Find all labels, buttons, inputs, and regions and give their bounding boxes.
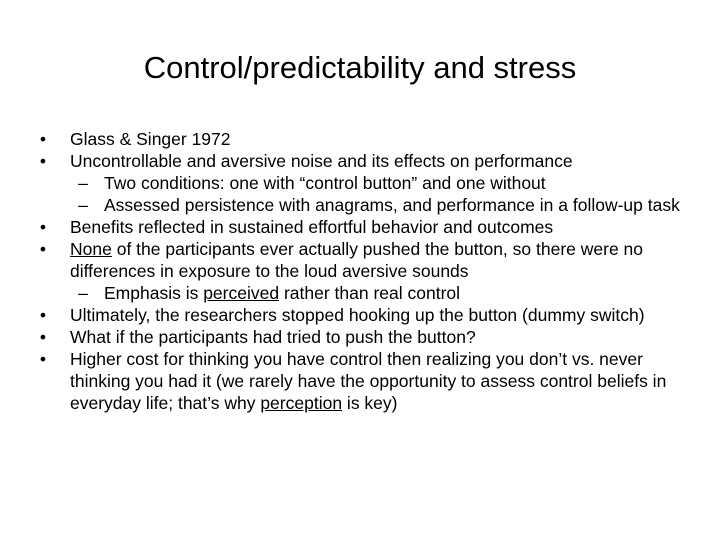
bullet-text: Ultimately, the researchers stopped hooking up the button (dummy switch) [70, 305, 645, 325]
slide-title: Control/predictability and stress [143, 50, 577, 85]
bullet-item [36, 304, 696, 326]
bullet-item [36, 348, 696, 414]
bullet-list [36, 128, 696, 414]
bullet-text: What if the participants had tried to push the button? [70, 327, 476, 347]
underlined-perceived: perceived [203, 283, 280, 303]
bullet-text-end: is key) [342, 393, 398, 413]
underlined-none: None [70, 239, 112, 259]
bullet-text-start: Higher cost for thinking you have control then realizing you don’t vs. never thinking you had it (we rarely have the opportunity to assess control beliefs in everyday life; that’s why [70, 349, 667, 413]
sub-bullet-text [104, 283, 460, 303]
dash-icon: – [78, 195, 88, 215]
sub-bullet-text: Two conditions: one with “control button” and one without [104, 173, 546, 193]
bullet-text: Uncontrollable and aversive noise and its effects on performance [70, 151, 573, 171]
bullet-text-rest: of the participants ever actually pushed the button, so there were no differences in exposure to the loud aversive sounds [70, 239, 644, 281]
bullet-icon: • [39, 327, 47, 347]
bullet-item [36, 128, 696, 150]
dash-icon: – [78, 173, 88, 193]
bullet-text: Benefits reflected in sustained effortful behavior and outcomes [70, 217, 554, 237]
bullet-text [70, 349, 666, 413]
bullet-item [36, 326, 696, 348]
bullet-icon: • [39, 305, 47, 325]
bullet-item [36, 238, 696, 282]
bullet-item [36, 150, 696, 172]
sub-bullet-text: Assessed persistence with anagrams, and performance in a follow-up task [104, 195, 680, 215]
sub-bullet-text-end: rather than real control [279, 283, 461, 303]
underlined-perception: perception [260, 393, 343, 413]
bullet-icon: • [39, 239, 47, 259]
sub-bullet-item [36, 172, 696, 194]
bullet-text [70, 239, 643, 281]
bullet-icon: • [39, 217, 47, 237]
bullet-icon: • [39, 151, 47, 171]
bullet-text: Glass & Singer 1972 [70, 129, 231, 149]
bullet-item [36, 216, 696, 238]
sub-bullet-item [36, 194, 696, 216]
sub-bullet-text-start: Emphasis is [104, 283, 204, 303]
sub-bullet-item [36, 282, 696, 304]
bullet-icon: • [39, 349, 47, 369]
bullet-icon: • [39, 129, 47, 149]
dash-icon: – [78, 283, 88, 303]
